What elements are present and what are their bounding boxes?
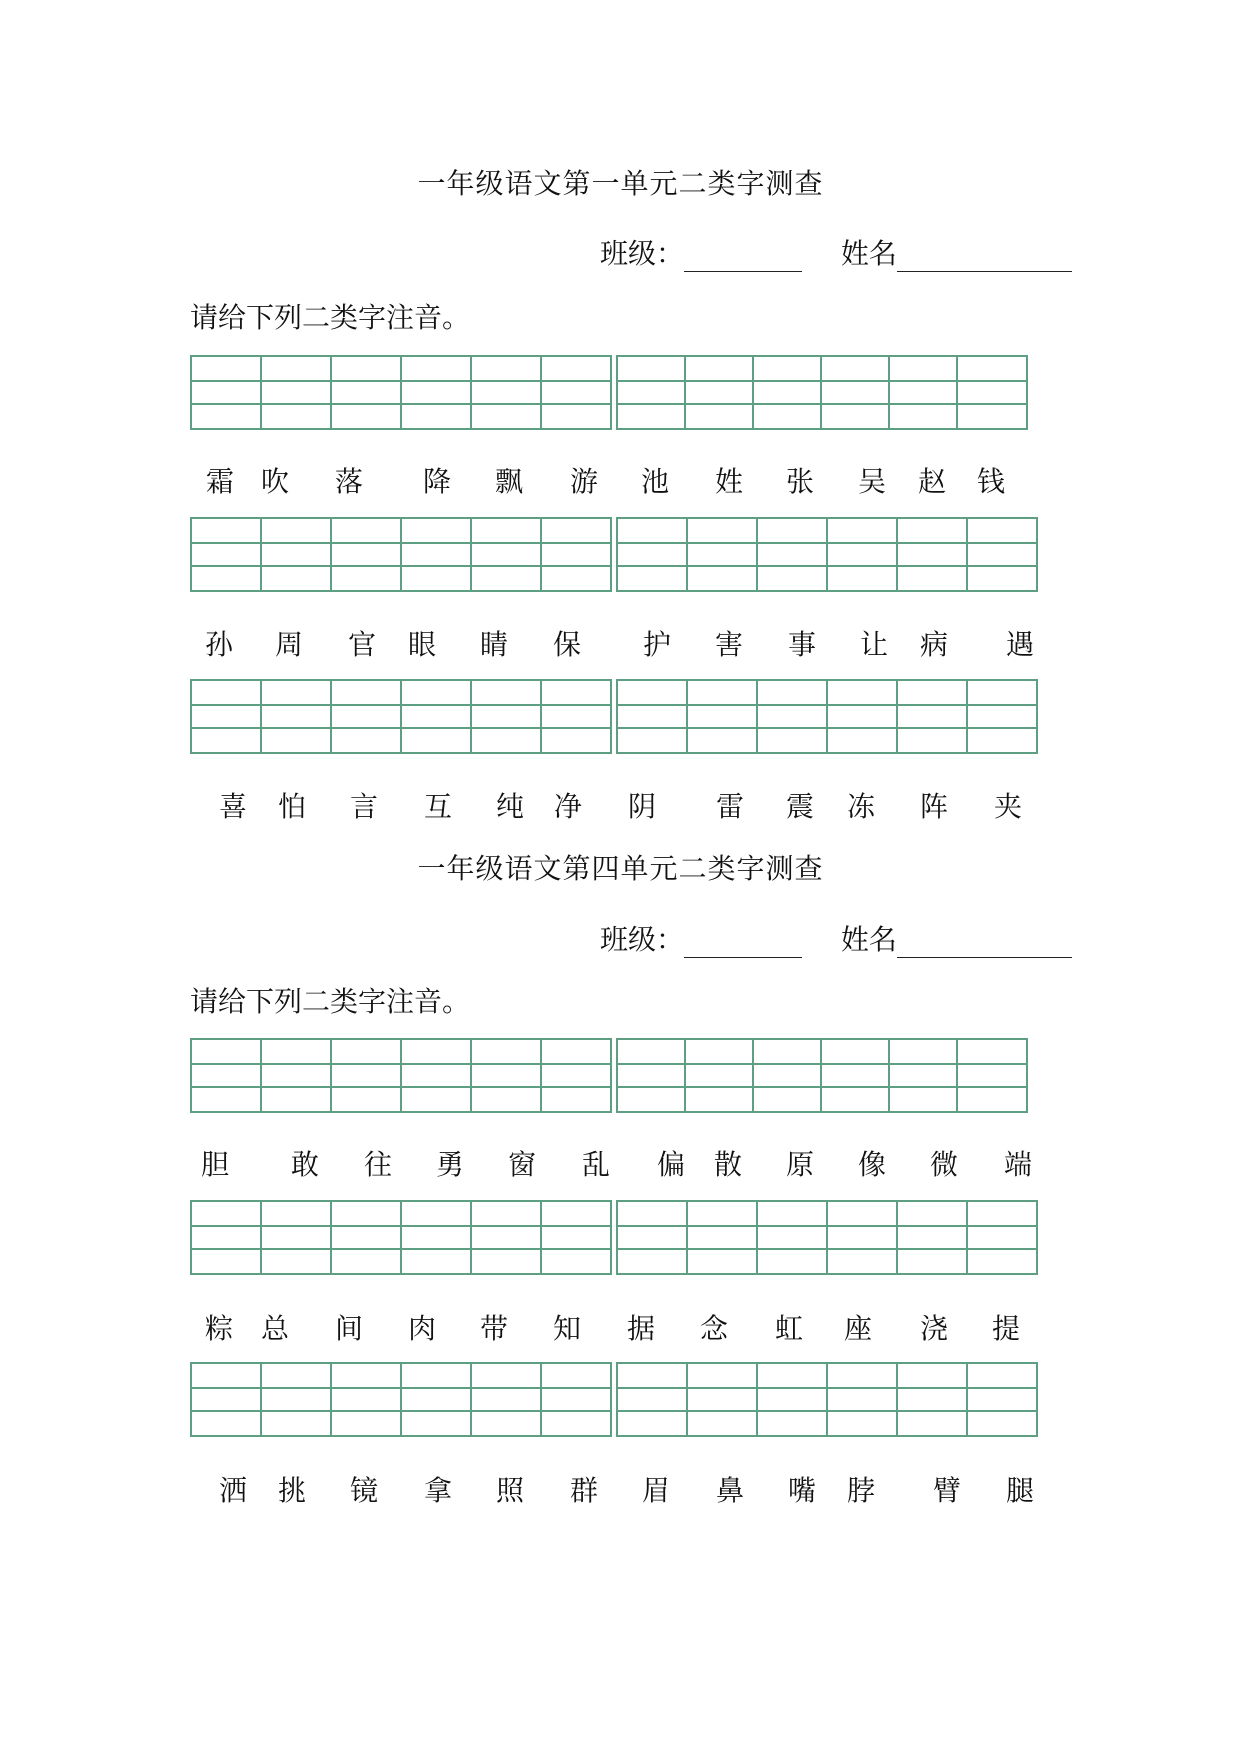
pinyin-cell[interactable]	[472, 1040, 542, 1111]
pinyin-cell[interactable]	[968, 519, 1038, 590]
pinyin-cell[interactable]	[262, 1040, 332, 1111]
grid-half	[190, 1200, 612, 1275]
pinyin-cell[interactable]	[192, 1040, 262, 1111]
character: 据	[626, 1312, 656, 1345]
pinyin-cell[interactable]	[890, 1040, 958, 1111]
character: 浇	[919, 1312, 949, 1345]
character: 照	[495, 1474, 525, 1507]
pinyin-cell[interactable]	[472, 1364, 542, 1435]
character: 脖	[846, 1474, 876, 1507]
pinyin-cell[interactable]	[332, 1364, 402, 1435]
character: 总	[260, 1312, 290, 1345]
pinyin-cell[interactable]	[262, 357, 332, 428]
pinyin-cell[interactable]	[402, 1040, 472, 1111]
pinyin-cell[interactable]	[542, 1202, 612, 1273]
test1-info	[600, 232, 1072, 272]
test2-instruction: 请给下列二类字注音。	[190, 985, 471, 1018]
pinyin-cell[interactable]	[262, 681, 332, 752]
character: 窗	[507, 1148, 537, 1181]
character: 雷	[715, 790, 745, 823]
pinyin-cell[interactable]	[402, 1364, 472, 1435]
character: 周	[274, 628, 304, 661]
character: 睛	[479, 628, 509, 661]
class-blank[interactable]	[684, 241, 802, 272]
grid-half	[616, 679, 1038, 754]
character: 吹	[260, 465, 290, 498]
pinyin-cell[interactable]	[686, 357, 754, 428]
pinyin-cell[interactable]	[828, 1202, 898, 1273]
test2-info	[600, 918, 1072, 958]
character: 鼻	[715, 1474, 745, 1507]
pinyin-cell[interactable]	[262, 1202, 332, 1273]
grid-half	[190, 679, 612, 754]
character: 眼	[407, 628, 437, 661]
pinyin-cell[interactable]	[192, 519, 262, 590]
character: 虹	[774, 1312, 804, 1345]
char-row	[0, 623, 1241, 663]
test2-title: 一年级语文第四单元二类字测查	[417, 852, 824, 885]
character: 霜	[205, 465, 235, 498]
pinyin-cell[interactable]	[688, 1202, 758, 1273]
character: 夹	[993, 790, 1023, 823]
pinyin-cell[interactable]	[618, 1364, 688, 1435]
character: 粽	[204, 1312, 234, 1345]
pinyin-cell[interactable]	[542, 1040, 612, 1111]
character: 震	[785, 790, 815, 823]
grid-half	[616, 517, 1038, 592]
grid-half	[190, 355, 612, 430]
pinyin-cell[interactable]	[828, 519, 898, 590]
character: 群	[569, 1474, 599, 1507]
test1-instruction: 请给下列二类字注音。	[190, 301, 471, 334]
pinyin-cell[interactable]	[754, 357, 822, 428]
character: 害	[714, 628, 744, 661]
pinyin-cell[interactable]	[332, 1040, 402, 1111]
character: 间	[334, 1312, 364, 1345]
grid-half	[190, 1362, 612, 1437]
class-label: 班级：	[600, 923, 685, 956]
grid-half	[616, 1038, 1028, 1113]
character: 乱	[581, 1148, 611, 1181]
pinyin-cell[interactable]	[618, 357, 686, 428]
test1-title: 一年级语文第一单元二类字测查	[417, 167, 824, 200]
character: 赵	[917, 465, 947, 498]
character: 腿	[1005, 1474, 1035, 1507]
character: 像	[857, 1148, 887, 1181]
pinyin-cell[interactable]	[472, 357, 542, 428]
character: 姓	[714, 465, 744, 498]
pinyin-cell[interactable]	[618, 1040, 686, 1111]
pinyin-cell[interactable]	[688, 519, 758, 590]
character: 纯	[495, 790, 525, 823]
character: 眉	[641, 1474, 671, 1507]
character: 端	[1003, 1148, 1033, 1181]
character: 喜	[218, 790, 248, 823]
name-label: 姓名	[840, 237, 897, 270]
character: 念	[699, 1312, 729, 1345]
character: 往	[363, 1148, 393, 1181]
class-label: 班级：	[600, 237, 685, 270]
pinyin-cell[interactable]	[402, 519, 472, 590]
character: 钱	[976, 465, 1006, 498]
grid-half	[616, 1362, 1038, 1437]
character: 阴	[627, 790, 657, 823]
pinyin-grid[interactable]	[190, 679, 1038, 752]
character: 游	[569, 465, 599, 498]
pinyin-cell[interactable]	[968, 1202, 1038, 1273]
pinyin-cell[interactable]	[332, 357, 402, 428]
pinyin-grid[interactable]	[190, 355, 1028, 428]
character: 官	[347, 628, 377, 661]
pinyin-cell[interactable]	[758, 681, 828, 752]
pinyin-cell[interactable]	[822, 357, 890, 428]
character: 勇	[435, 1148, 465, 1181]
character: 保	[552, 628, 582, 661]
pinyin-cell[interactable]	[898, 1202, 968, 1273]
character: 挑	[277, 1474, 307, 1507]
pinyin-cell[interactable]	[402, 1202, 472, 1273]
character: 冻	[846, 790, 876, 823]
char-row	[0, 1143, 1241, 1183]
pinyin-cell[interactable]	[192, 681, 262, 752]
pinyin-cell[interactable]	[688, 681, 758, 752]
pinyin-cell[interactable]	[472, 1202, 542, 1273]
character: 飘	[494, 465, 524, 498]
pinyin-cell[interactable]	[686, 1040, 754, 1111]
character: 原	[785, 1148, 815, 1181]
pinyin-grid[interactable]	[190, 1362, 1038, 1435]
pinyin-cell[interactable]	[542, 357, 612, 428]
pinyin-cell[interactable]	[828, 681, 898, 752]
character: 事	[787, 628, 817, 661]
character: 护	[642, 628, 672, 661]
character: 落	[334, 465, 364, 498]
pinyin-cell[interactable]	[958, 1040, 1028, 1111]
pinyin-cell[interactable]	[262, 1364, 332, 1435]
name-blank[interactable]	[897, 241, 1072, 272]
pinyin-cell[interactable]	[192, 1202, 262, 1273]
pinyin-cell[interactable]	[968, 1364, 1038, 1435]
grid-half	[190, 1038, 612, 1113]
character: 降	[422, 465, 452, 498]
pinyin-cell[interactable]	[262, 519, 332, 590]
character: 让	[859, 628, 889, 661]
pinyin-cell[interactable]	[618, 1202, 688, 1273]
pinyin-cell[interactable]	[958, 357, 1028, 428]
pinyin-cell[interactable]	[542, 1364, 612, 1435]
character: 病	[919, 628, 949, 661]
char-row	[0, 460, 1241, 500]
char-row	[0, 1469, 1241, 1509]
char-row	[0, 1307, 1241, 1347]
class-blank[interactable]	[684, 927, 802, 958]
pinyin-cell[interactable]	[754, 1040, 822, 1111]
pinyin-cell[interactable]	[402, 681, 472, 752]
character: 知	[552, 1312, 582, 1345]
character: 肉	[407, 1312, 437, 1345]
pinyin-cell[interactable]	[332, 519, 402, 590]
pinyin-cell[interactable]	[402, 357, 472, 428]
character: 洒	[218, 1474, 248, 1507]
pinyin-cell[interactable]	[898, 681, 968, 752]
character: 敢	[290, 1148, 320, 1181]
pinyin-cell[interactable]	[542, 681, 612, 752]
pinyin-cell[interactable]	[758, 1202, 828, 1273]
grid-half	[616, 355, 1028, 430]
character: 张	[785, 465, 815, 498]
character: 镜	[349, 1474, 379, 1507]
character: 阵	[919, 790, 949, 823]
pinyin-grid[interactable]	[190, 517, 1038, 590]
character: 孙	[204, 628, 234, 661]
character: 怕	[277, 790, 307, 823]
pinyin-cell[interactable]	[618, 519, 688, 590]
pinyin-cell[interactable]	[192, 357, 262, 428]
pinyin-cell[interactable]	[472, 681, 542, 752]
pinyin-cell[interactable]	[898, 519, 968, 590]
character: 池	[640, 465, 670, 498]
pinyin-cell[interactable]	[618, 681, 688, 752]
pinyin-cell[interactable]	[688, 1364, 758, 1435]
grid-half	[190, 517, 612, 592]
character: 臂	[932, 1474, 962, 1507]
pinyin-cell[interactable]	[758, 519, 828, 590]
character: 互	[423, 790, 453, 823]
character: 净	[553, 790, 583, 823]
pinyin-cell[interactable]	[192, 1364, 262, 1435]
pinyin-cell[interactable]	[332, 1202, 402, 1273]
character: 偏	[656, 1148, 686, 1181]
pinyin-cell[interactable]	[472, 519, 542, 590]
name-label: 姓名	[840, 923, 897, 956]
pinyin-cell[interactable]	[968, 681, 1038, 752]
pinyin-grid[interactable]	[190, 1038, 1028, 1111]
character: 带	[479, 1312, 509, 1345]
pinyin-grid[interactable]	[190, 1200, 1038, 1273]
pinyin-cell[interactable]	[898, 1364, 968, 1435]
character: 微	[929, 1148, 959, 1181]
character: 吴	[857, 465, 887, 498]
character: 提	[991, 1312, 1021, 1345]
character: 座	[843, 1312, 873, 1345]
character: 拿	[423, 1474, 453, 1507]
pinyin-cell[interactable]	[542, 519, 612, 590]
name-blank[interactable]	[897, 927, 1072, 958]
pinyin-cell[interactable]	[332, 681, 402, 752]
char-row	[0, 785, 1241, 825]
character: 遇	[1005, 628, 1035, 661]
character: 散	[713, 1148, 743, 1181]
character: 胆	[200, 1148, 230, 1181]
grid-half	[616, 1200, 1038, 1275]
pinyin-cell[interactable]	[822, 1040, 890, 1111]
pinyin-cell[interactable]	[828, 1364, 898, 1435]
pinyin-cell[interactable]	[890, 357, 958, 428]
character: 言	[349, 790, 379, 823]
character: 嘴	[787, 1474, 817, 1507]
pinyin-cell[interactable]	[758, 1364, 828, 1435]
